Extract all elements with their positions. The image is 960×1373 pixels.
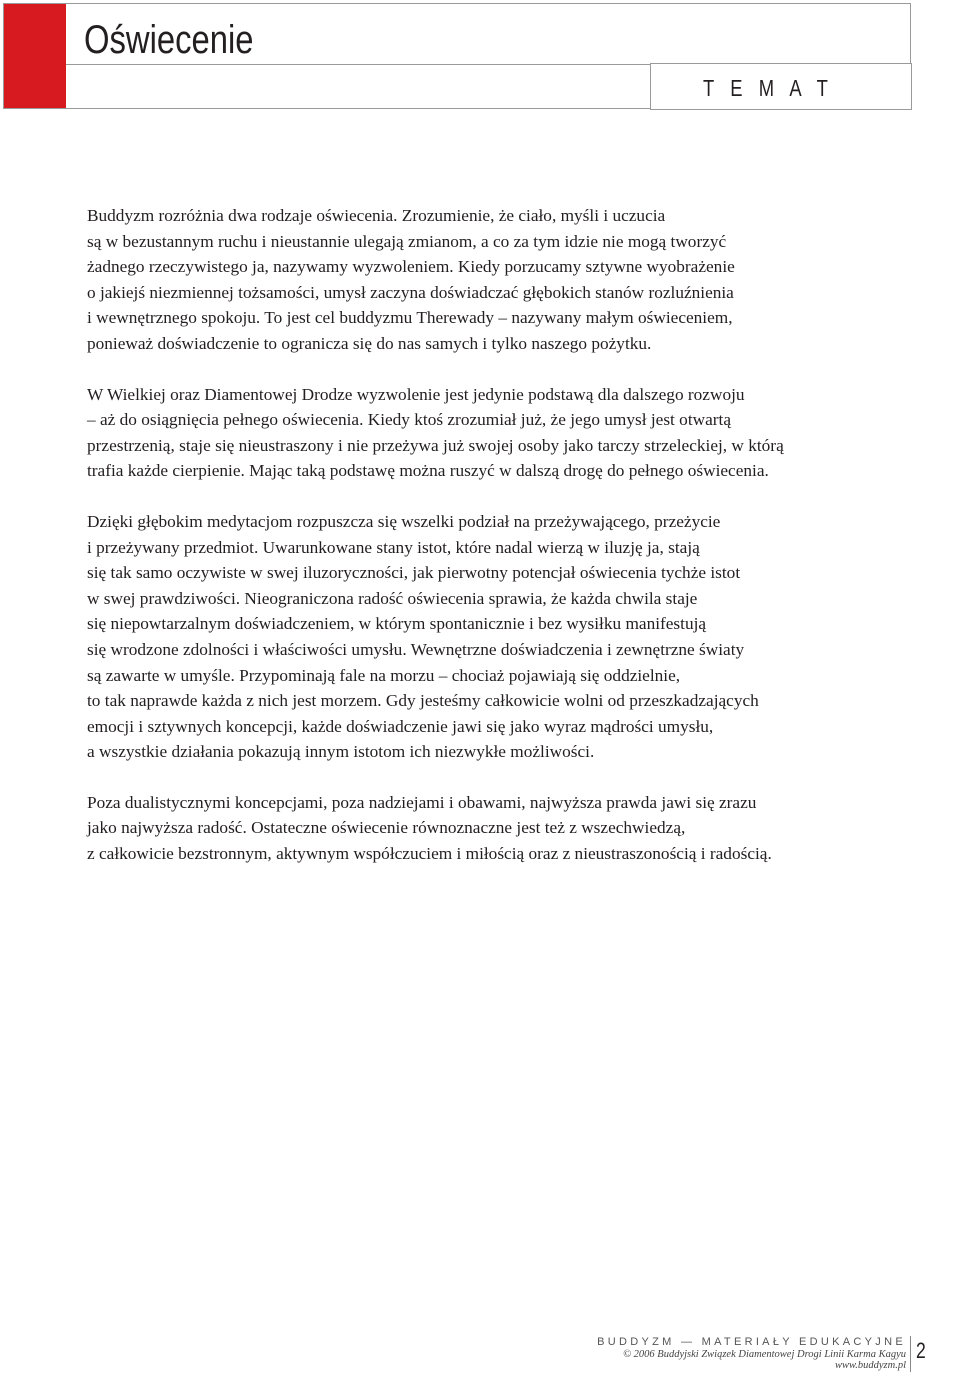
text-line: i wewnętrznego spokoju. To jest cel buddyzmu Therewady – nazywany małym oświeceniem,: [87, 308, 733, 328]
text-line: Poza dualistycznymi koncepcjami, poza nadziejami i obawami, najwyższa prawda jawi się zrazu: [87, 792, 757, 812]
header-divider: [66, 64, 650, 65]
page-title: Oświecenie: [84, 18, 254, 62]
website-link[interactable]: www.buddyzm.pl: [835, 1360, 906, 1371]
text-line: z całkowicie bezstronnym, aktywnym współczuciem i miłością oraz z nieustraszonością i radością.: [87, 844, 772, 864]
paragraph-3: [87, 509, 887, 765]
accent-bar: [4, 4, 66, 108]
text-line: i przeżywany przedmiot. Uwarunkowane stany istot, które nadal wierzą w iluzję ja, stają: [87, 537, 700, 557]
text-line: to tak naprawde każda z nich jest morzem. Gdy jesteśmy całkowicie wolni od przeszkadzających: [87, 691, 759, 711]
text-line: się wrodzone zdolności i właściwości umysłu. Wewnętrzne doświadczenia i zewnętrzne światy: [87, 639, 745, 659]
text-line: w swej prawdziwości. Nieograniczona radość oświecenia sprawia, że każda chwila staje: [87, 588, 698, 608]
text-line: emocji i sztywnych koncepcji, każde doświadczenie jawi się jako wyraz mądrości umysłu,: [87, 716, 714, 736]
text-line: Dzięki głębokim medytacjom rozpuszcza się wszelki podział na przeżywającego, przeżycie: [87, 511, 721, 531]
text-line: a wszystkie działania pokazują innym istotom ich niezwykłe możliwości.: [87, 742, 595, 762]
series-label: BUDDYZM — MATERIAŁY EDUKACYJNE: [597, 1336, 906, 1348]
text-line: żadnego rzeczywistego ja, nazywamy wyzwoleniem. Kiedy porzucamy sztywne wyobrażenie: [87, 257, 735, 277]
text-line: jako najwyższa radość. Ostateczne oświecenie równoznaczne jest też z wszechwiedzą,: [87, 818, 686, 838]
footer-divider: [910, 1336, 911, 1372]
paragraph-1: [87, 203, 887, 357]
paragraph-4: [87, 790, 887, 867]
page-number: 2: [916, 1338, 926, 1363]
text-line: o jakiejś niezmiennej tożsamości, umysł zaczyna doświadczać głębokich stanów rozluźnienia: [87, 282, 734, 302]
text-line: trafia każde cierpienie. Mając taką podstawę można ruszyć w dalszą drogę do pełnego oświecenia.: [87, 461, 769, 481]
text-line: Buddyzm rozróżnia dwa rodzaje oświecenia. Zrozumienie, że ciało, myśli i uczucia: [87, 206, 666, 225]
paragraph-2: [87, 382, 887, 484]
text-line: – aż do osiągnięcia pełnego oświecenia. Kiedy ktoś zrozumiał już, że jego umysł jest otwartą: [87, 410, 731, 430]
text-line: się tak samo oczywiste w swej iluzoryczności, jak pierwotny potencjał oświecenia tychże istot: [87, 563, 741, 583]
copyright-notice: © 2006 Buddyjski Związek Diamentowej Drogi Linii Karma Kagyu: [623, 1349, 906, 1360]
article-body: [87, 203, 887, 892]
text-line: się niepowtarzalnym doświadczeniem, w którym spontanicznie i bez wysiłku manifestują: [87, 614, 707, 634]
section-label: T E M A T: [703, 75, 834, 101]
text-line: są zawarte w umyśle. Przypominają fale na morzu – chociaż pojawiają się oddzielnie,: [87, 665, 681, 685]
text-line: W Wielkiej oraz Diamentowej Drodze wyzwolenie jest jedynie podstawą dla dalszego rozwoju: [87, 384, 745, 404]
text-line: ponieważ doświadczenie to ogranicza się do nas samych i tylko naszego pożytku.: [87, 333, 652, 353]
section-label-box: [650, 63, 912, 110]
text-line: przestrzenią, staje się nieustraszony i nie przeżywa już swojej osoby jako tarczy strzeleckiej, w którą: [87, 435, 784, 455]
text-line: są w bezustannym ruchu i nieustannie ulegają zmianom, a co za tym idzie nie mogą tworzyć: [87, 231, 727, 251]
